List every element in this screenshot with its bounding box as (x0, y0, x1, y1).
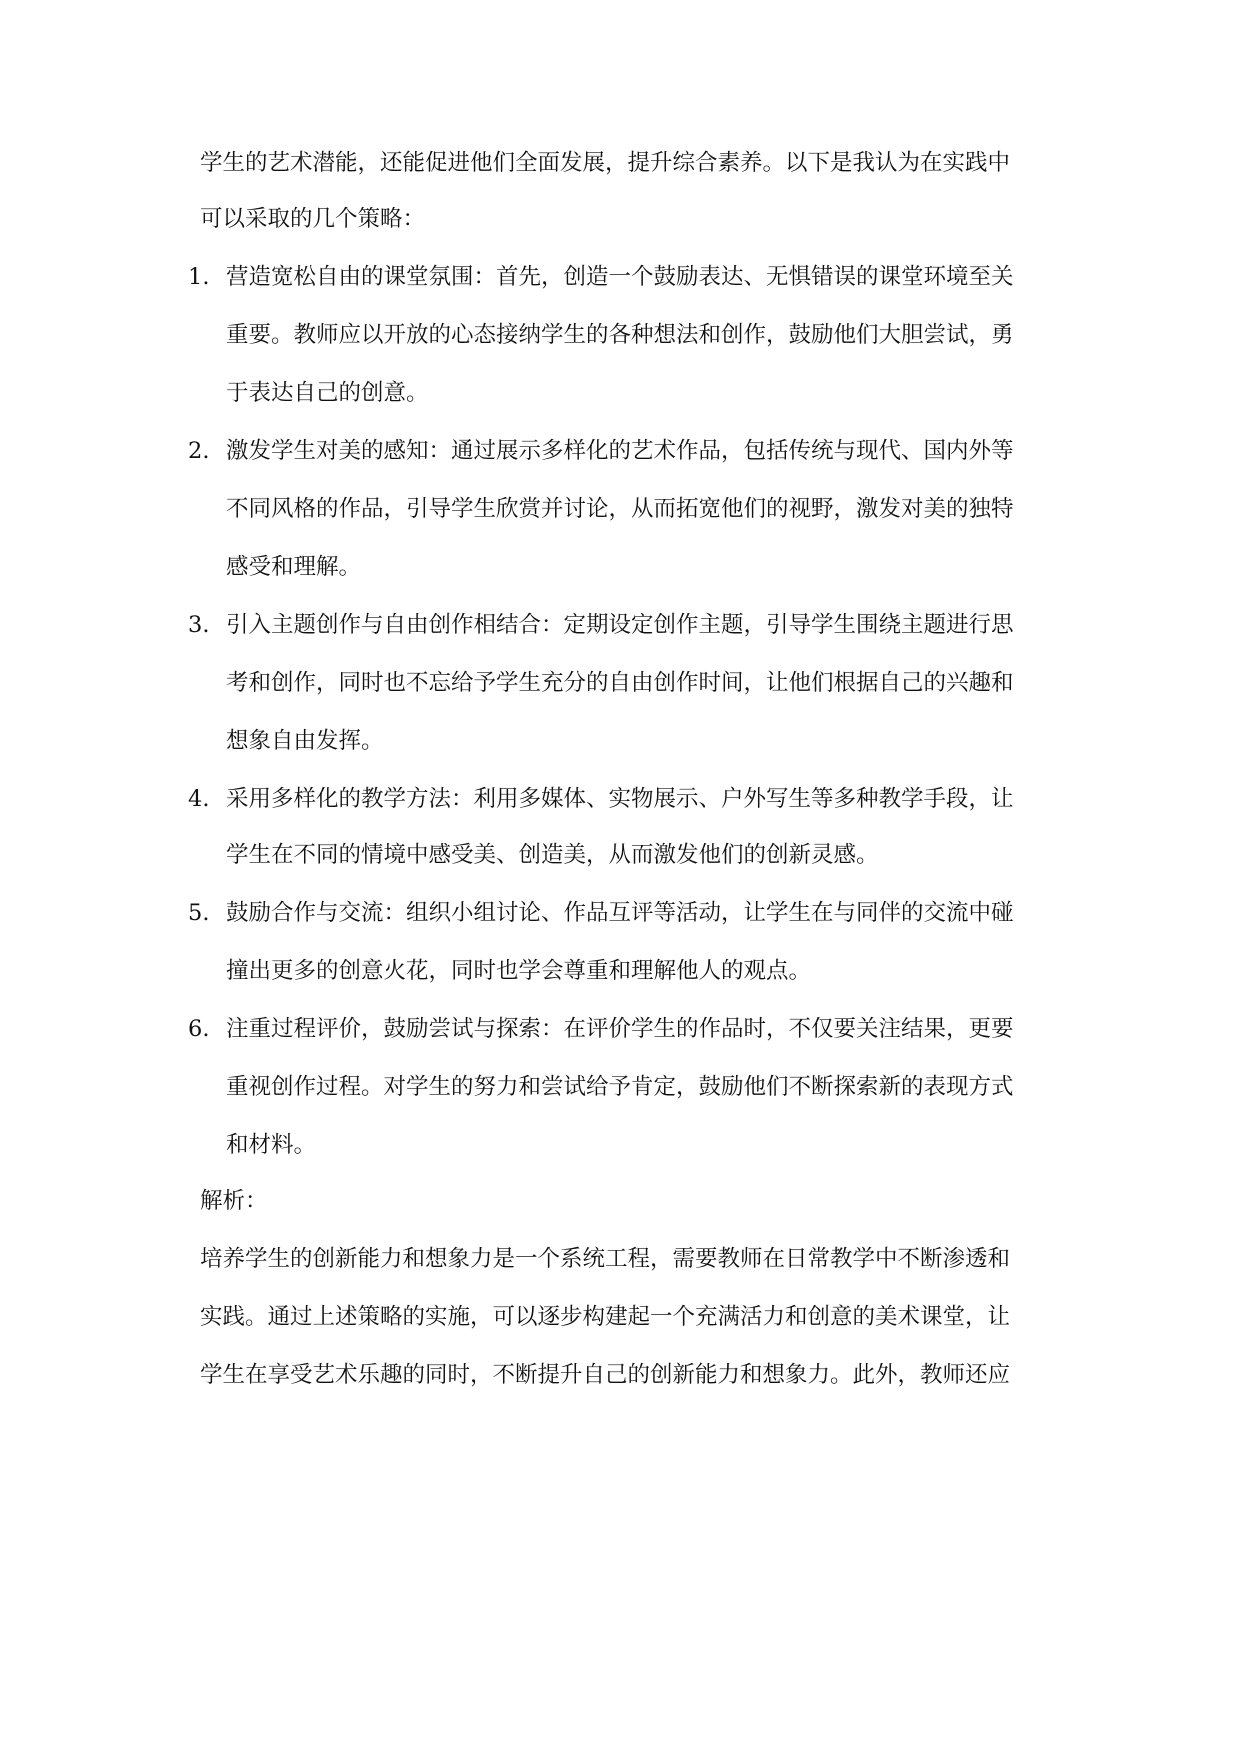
strategy-1-line-1: 营造宽松自由的课堂氛围：首先，创造一个鼓励表达、无惧错误的课堂环境至关 (226, 264, 1014, 290)
strategy-3-line-3: 想象自由发挥。 (226, 728, 384, 754)
analysis-heading: 解析： (200, 1188, 268, 1214)
intro-line-1: 学生的艺术潜能，还能促进他们全面发展，提升综合素养。以下是我认为在实践中 (200, 150, 1011, 176)
strategy-2-line-3: 感受和理解。 (226, 554, 362, 580)
strategy-6-line-2: 重视创作过程。对学生的努力和尝试给予肯定，鼓励他们不断探索新的表现方式 (226, 1074, 1014, 1100)
strategy-2-line-2: 不同风格的作品，引导学生欣赏并讨论，从而拓宽他们的视野，激发对美的独特 (226, 496, 1014, 522)
strategy-3-number: 3. (188, 612, 210, 638)
intro-line-2: 可以采取的几个策略： (200, 206, 426, 232)
strategy-5-line-2: 撞出更多的创意火花，同时也学会尊重和理解他人的观点。 (226, 958, 812, 984)
analysis-line-1: 培养学生的创新能力和想象力是一个系统工程，需要教师在日常教学中不断渗透和 (200, 1246, 1011, 1272)
strategy-2-number: 2. (188, 438, 210, 464)
strategy-1-line-3: 于表达自己的创意。 (226, 380, 429, 406)
strategy-6-line-1: 注重过程评价，鼓励尝试与探索：在评价学生的作品时，不仅要关注结果，更要 (226, 1016, 1014, 1042)
strategy-2-line-1: 激发学生对美的感知：通过展示多样化的艺术作品，包括传统与现代、国内外等 (226, 438, 1014, 464)
strategy-1-number: 1. (188, 264, 210, 290)
strategy-5-number: 5. (188, 900, 210, 926)
strategy-4-line-1: 采用多样化的教学方法：利用多媒体、实物展示、户外写生等多种教学手段，让 (226, 786, 1014, 812)
strategy-6-number: 6. (188, 1016, 210, 1042)
strategy-3-line-1: 引入主题创作与自由创作相结合：定期设定创作主题，引导学生围绕主题进行思 (226, 612, 1014, 638)
strategy-4-number: 4. (188, 786, 210, 812)
strategy-3-line-2: 考和创作，同时也不忘给予学生充分的自由创作时间，让他们根据自己的兴趣和 (226, 670, 1014, 696)
analysis-line-2: 实践。通过上述策略的实施，可以逐步构建起一个充满活力和创意的美术课堂，让 (200, 1304, 1011, 1330)
strategy-6-line-3: 和材料。 (226, 1132, 317, 1158)
analysis-line-3: 学生在享受艺术乐趣的同时，不断提升自己的创新能力和想象力。此外，教师还应 (200, 1362, 1011, 1388)
strategy-5-line-1: 鼓励合作与交流：组织小组讨论、作品互评等活动，让学生在与同伴的交流中碰 (226, 900, 1014, 926)
strategy-1-line-2: 重要。教师应以开放的心态接纳学生的各种想法和创作，鼓励他们大胆尝试，勇 (226, 322, 1014, 348)
strategy-4-line-2: 学生在不同的情境中感受美、创造美，从而激发他们的创新灵感。 (226, 842, 879, 868)
